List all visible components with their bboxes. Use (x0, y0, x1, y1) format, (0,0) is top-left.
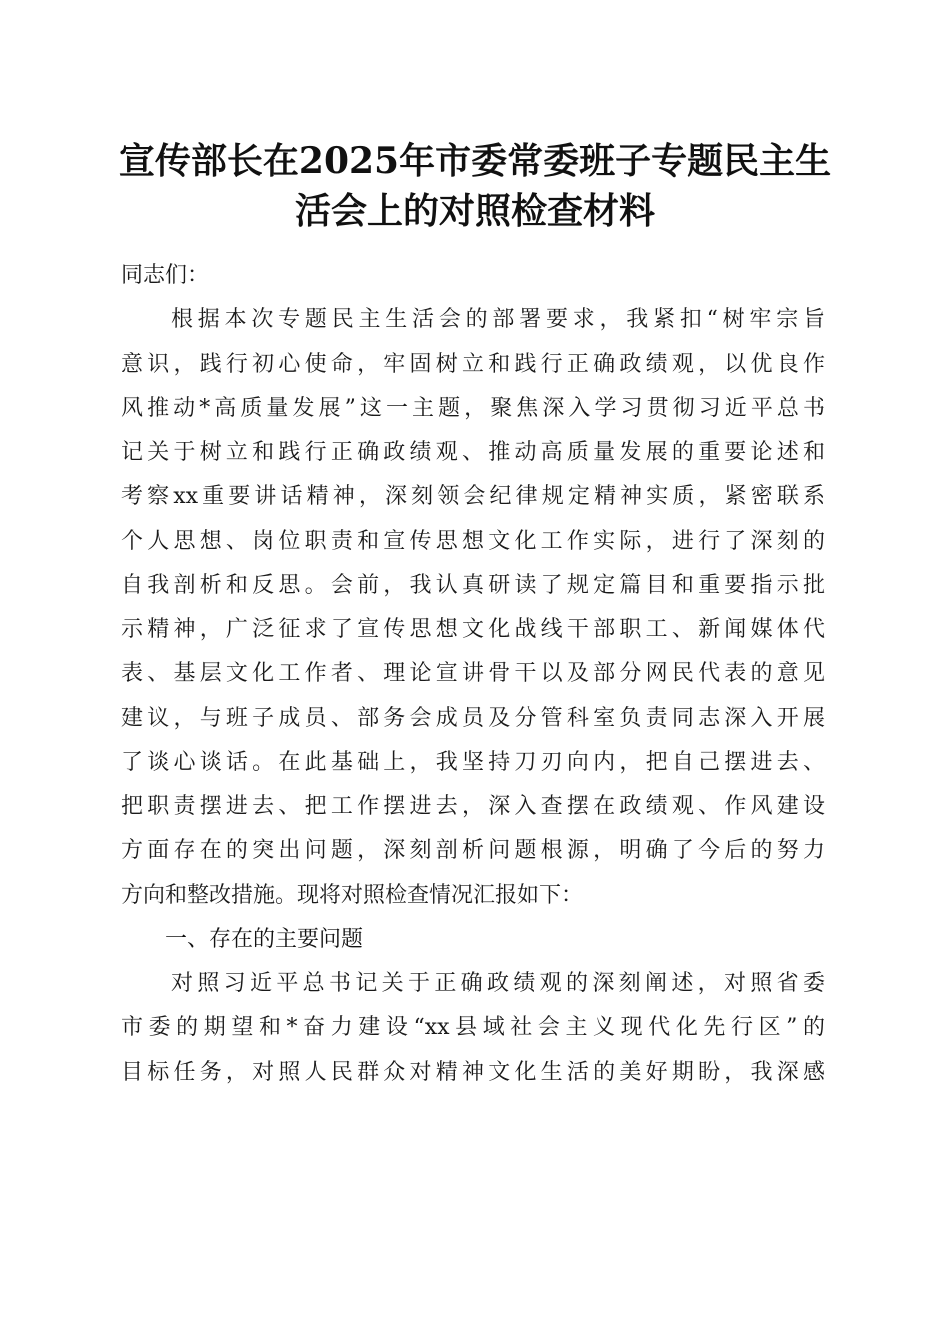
paragraph-line: 把职责摆进去、把工作摆进去，深入查摆在政绩观、作风建设 (121, 794, 825, 819)
paragraph-line: 记关于树立和践行正确政绩观、推动高质量发展的重要论述和 (121, 440, 825, 465)
document-body (121, 254, 825, 1095)
paragraph-line: 根据本次专题民主生活会的部署要求，我紧扣“树牢宗旨 (171, 307, 825, 333)
paragraph-line: 了谈心谈话。在此基础上，我坚持刀刃向内，把自己摆进去、 (121, 749, 825, 775)
paragraph-line: 考察xx重要讲话精神，深刻领会纪律规定精神实质，紧密联系 (121, 484, 825, 510)
paragraph-line: 市委的期望和*奋力建设“xx县域社会主义现代化先行区”的 (121, 1015, 825, 1041)
paragraph-line: 表、基层文化工作者、理论宣讲骨干以及部分网民代表的意见 (121, 661, 825, 687)
paragraph-line: 目标任务，对照人民群众对精神文化生活的美好期盼，我深感 (121, 1059, 825, 1085)
paragraph-line: 对照习近平总书记关于正确政绩观的深刻阐述，对照省委 (171, 971, 825, 996)
title-line: 宣传部长在2025年市委常委班子专题民主生 (118, 140, 832, 182)
document-title (100, 136, 850, 236)
paragraph-line: 方面存在的突出问题，深刻剖析问题根源，明确了今后的努力 (121, 838, 825, 864)
paragraph-line: 方向和整改措施。现将对照检查情况汇报如下： (121, 882, 584, 908)
paragraph-line: 风推动*高质量发展”这一主题，聚焦深入学习贯彻习近平总书 (121, 395, 825, 421)
paragraph-line: 意识，践行初心使命，牢固树立和践行正确政绩观，以优良作 (121, 351, 825, 377)
paragraph-line: 个人思想、岗位职责和宣传思想文化工作实际，进行了深刻的 (121, 528, 825, 554)
paragraph-line: 示精神，广泛征求了宣传思想文化战线干部职工、新闻媒体代 (121, 617, 825, 642)
salutation: 同志们： (121, 263, 210, 288)
paragraph-line: 建议，与班子成员、部务会成员及分管科室负责同志深入开展 (121, 705, 825, 731)
section-heading: 一、存在的主要问题 (165, 926, 364, 952)
title-line: 活会上的对照检查材料 (294, 190, 655, 232)
paragraph-line: 自我剖析和反思。会前，我认真研读了规定篇目和重要指示批 (121, 572, 825, 598)
